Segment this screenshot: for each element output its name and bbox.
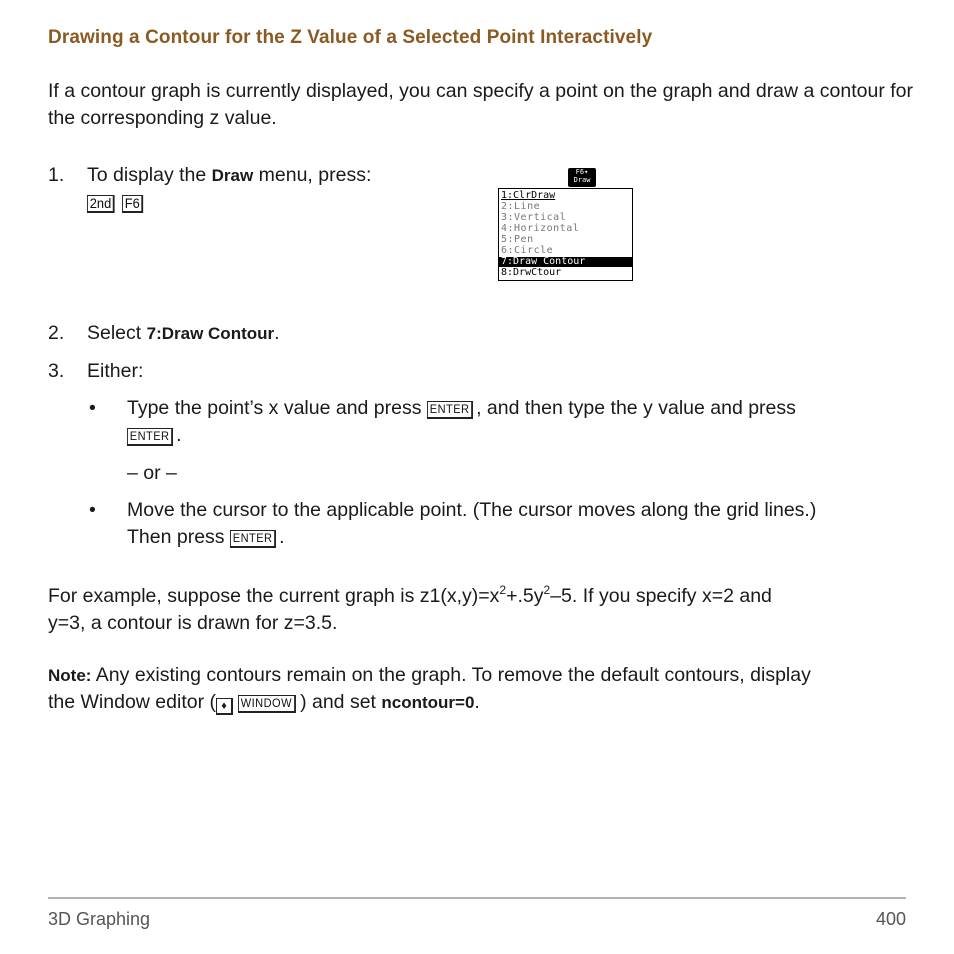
note-text-c: ) and set xyxy=(300,691,382,713)
bullet-1-symbol: • xyxy=(89,397,96,419)
footer-divider xyxy=(48,897,906,899)
key-enter-2: ENTER xyxy=(127,428,173,446)
key-2nd: 2nd xyxy=(87,195,115,213)
calculator-screen xyxy=(498,188,633,281)
step3-text: Either: xyxy=(87,360,144,382)
bullet-1-text-c: . xyxy=(176,424,182,446)
bullet-2-line2 xyxy=(127,524,285,551)
section-heading: Drawing a Contour for the Z Value of a Selected Point Interactively xyxy=(48,27,653,48)
step2-text xyxy=(87,320,280,347)
menu-item-pen: 5:Pen xyxy=(501,234,534,245)
menu-item-draw-contour: 7:Draw Contour xyxy=(499,257,633,267)
note-label: Note: xyxy=(48,666,92,685)
note-line1 xyxy=(48,662,811,689)
f6-label: F6▾ xyxy=(575,168,589,176)
menu-item-circle: 6:Circle xyxy=(501,245,554,256)
menu-item-horizontal: 4:Horizontal xyxy=(501,223,580,234)
or-separator: – or – xyxy=(127,462,177,484)
bullet-2-symbol: • xyxy=(89,499,96,521)
note-text-b: the Window editor ( xyxy=(48,691,216,713)
menu-item-line: 2:Line xyxy=(501,201,541,212)
step3-number: 3. xyxy=(48,360,65,382)
example-sup1: 2 xyxy=(499,583,507,597)
step1-text-after: menu, press: xyxy=(253,164,372,186)
step1-text xyxy=(87,162,371,189)
example-sup2: 2 xyxy=(543,583,551,597)
menu-item-clrdraw: 1:ClrDraw xyxy=(501,190,556,201)
step1-text-before: To display the xyxy=(87,164,212,186)
note-text-a: Any existing contours remain on the graph. To remove the default contours, display xyxy=(91,664,811,686)
key-f6: F6 xyxy=(122,195,143,213)
footer-section-title: 3D Graphing xyxy=(48,909,151,929)
example-b: +.5y xyxy=(506,585,544,607)
menu-item-vertical: 3:Vertical xyxy=(501,212,567,223)
example-a: For example, suppose the current graph is z1(x,y)=x xyxy=(48,585,500,607)
example-line2: y=3, a contour is drawn for z=3.5. xyxy=(48,612,338,634)
step2-number: 2. xyxy=(48,322,65,344)
step1-number: 1. xyxy=(48,164,65,186)
key-window: WINDOW xyxy=(238,695,296,713)
note-bold: ncontour=0 xyxy=(381,693,475,712)
example-line1 xyxy=(48,583,772,610)
step2-text-after: . xyxy=(274,322,280,344)
note-text-d: . xyxy=(474,691,480,713)
bullet-1-line2 xyxy=(127,422,182,449)
key-enter-3: ENTER xyxy=(230,530,276,548)
bullet-1-text-b: , and then type the y value and press xyxy=(476,397,796,419)
key-enter-1: ENTER xyxy=(427,401,473,419)
diamond-key-icon: ♦ xyxy=(216,698,233,715)
example-c: –5. If you specify x=2 and xyxy=(550,585,772,607)
bullet-2-line1: Move the cursor to the applicable point. (The cursor moves along the grid lines.) xyxy=(127,499,817,521)
page-number: 400 xyxy=(875,909,906,929)
note-line2 xyxy=(48,689,480,716)
draw-label: Draw xyxy=(573,176,591,184)
step2-bold: 7:Draw Contour xyxy=(146,324,275,343)
bullet-2-text-c: . xyxy=(279,526,285,548)
f6-draw-tab xyxy=(568,168,596,187)
step1-bold: Draw xyxy=(211,166,254,185)
bullet-2-text-b: Then press xyxy=(127,526,230,548)
step1-keys xyxy=(87,190,144,217)
bullet-1-text-a: Type the point’s x value and press xyxy=(127,397,427,419)
step2-text-before: Select xyxy=(87,322,147,344)
bullet-1-line1 xyxy=(127,395,796,422)
intro-paragraph: If a contour graph is currently displayed, you can specify a point on the graph and draw a contour for the corresponding z value. xyxy=(48,80,914,129)
menu-item-drwctour: 8:DrwCtour xyxy=(501,267,562,278)
